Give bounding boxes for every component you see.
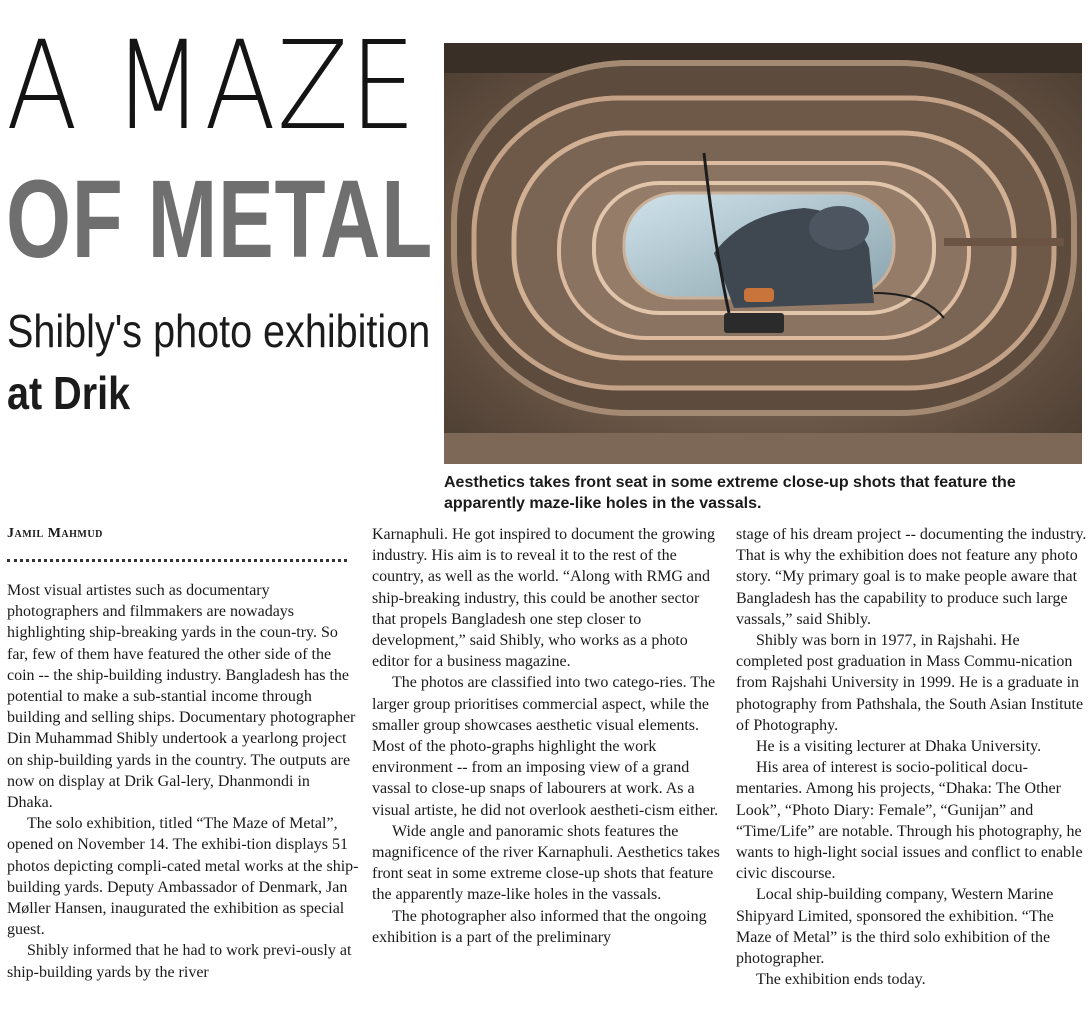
article-column-3 <box>736 524 1088 990</box>
paragraph: Most visual artistes such as documentary photographers and filmmakers are nowadays highlighting ship-breaking yards in the coun-try. So far, few of them have featured the other side of the coin -- the ship-building industry. Bangladesh has the potential to make a sub-stantial income through building and selling ships. Documentary photographer Din Muhammad Shibly undertook a yearlong project on ship-building yards in the country. The outputs are now on display at Drik Gal-lery, Dhanmondi in Dhaka. <box>7 582 356 812</box>
byline-divider <box>7 559 347 562</box>
headline-line-1: A MAZE <box>6 15 417 157</box>
paragraph: Wide angle and panoramic shots features the magnificence of the river Karnaphuli. Aesthetics takes front seat in some extreme close-up shots that feature the apparently maze-like holes in the vassals. <box>372 822 720 904</box>
paragraph: Local ship-building company, Western Marine Shipyard Limited, sponsored the exhibition. “The Maze of Metal” is the third solo exhibition of the photographer. <box>736 886 1054 968</box>
byline: Jamil Mahmud <box>7 526 103 541</box>
paragraph: He is a visiting lecturer at Dhaka University. <box>756 738 1042 756</box>
paragraph: The solo exhibition, titled “The Maze of Metal”, opened on November 14. The exhibi-tion displays 51 photos depicting compli-cated metal works at the ship-building yards. Deputy Ambassador of Denmark, Jan Møller Hansen, inaugurated the exhibition as special guest. <box>7 815 359 939</box>
paragraph: The photographer also informed that the ongoing exhibition is a part of the preliminary <box>372 907 707 946</box>
paragraph: The exhibition ends today. <box>756 971 926 989</box>
article-photo <box>444 43 1082 464</box>
paragraph: Karnaphuli. He got inspired to document the growing industry. His aim is to reveal it to the rest of the country, as well as the world. “Along with RMG and ship-breaking industry, this could be another sector that propels Bangladesh one step closer to development,” said Shibly, who works as a photo editor for a business magazine. <box>372 526 716 671</box>
photo-caption: Aesthetics takes front seat in some extreme close-up shots that feature the apparently maze-like holes in the vassals. <box>444 474 1016 512</box>
paragraph: The photos are classified into two catego-ries. The larger group prioritises commercial aspect, while the smaller group showcases aesthetic visual elements. Most of the photo-graphs highlight the work environment -- from an imposing view of a grand vassal to close-up snaps of labourers at work. As a visual artiste, he did not overlook aestheti-cism either. <box>372 674 719 819</box>
headline-line-2: OF METAL <box>6 158 434 281</box>
subheadline-line-2: at Drik <box>7 367 131 419</box>
subheadline <box>7 300 430 424</box>
paragraph: His area of interest is socio-political docu-mentaries. Among his projects, “Dhaka: The Other Look”, “Photo Diary: Female”, “Gunijan” and “Time/Life” are notable. Through his photography, he wants to high-light social issues and conflict to enable civic discourse. <box>736 759 1083 883</box>
paragraph: stage of his dream project -- documenting the industry. That is why the exhibition does not feature any photo story. “My primary goal is to make people aware that Bangladesh has the capability to produce such large vassals,” said Shibly. <box>736 526 1087 628</box>
paragraph: Shibly informed that he had to work previ-ously at ship-building yards by the river <box>7 942 352 981</box>
paragraph: Shibly was born in 1977, in Rajshahi. He completed post graduation in Mass Commu-nication from Rajshahi University in 1999. He is a graduate in photography from Pathshala, the South Asian Institute of Photography. <box>736 632 1084 734</box>
photo-image <box>444 43 1082 464</box>
article-column-2 <box>372 524 724 948</box>
subheadline-line-1: Shibly's photo exhibition <box>7 305 431 357</box>
article-column-1 <box>7 580 359 983</box>
